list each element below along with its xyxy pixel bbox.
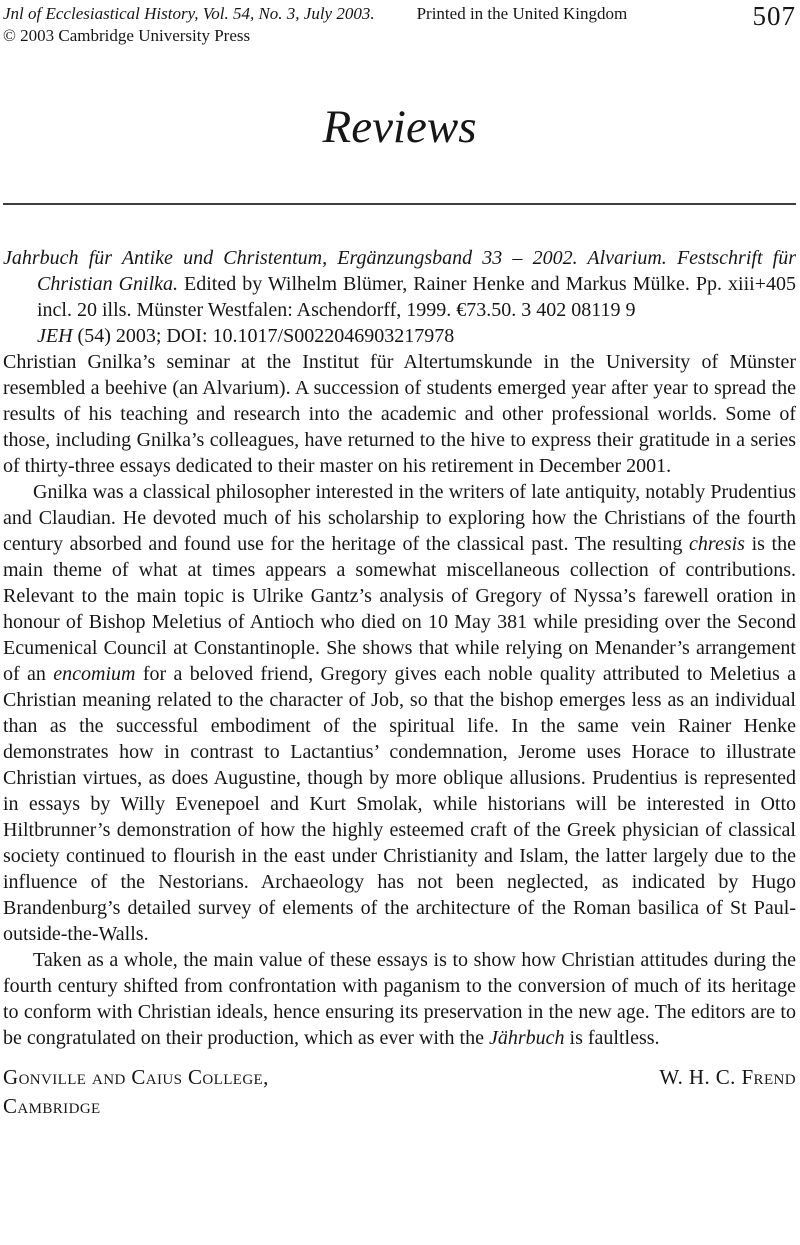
paragraph-3-text-b: is faultless. (564, 1027, 660, 1049)
running-head-left (3, 3, 627, 47)
journal-abbrev: JEH (37, 325, 73, 347)
paragraph-2-text-b: is the main theme of what at times appears a somewhat miscellaneous collection of contributions. Relevant to the main topic is Ulrike Gantz’s analysis of Gregory of Nyssa’s farewell oration in honour of Bishop Meletius of Antioch who died on 10 May 381 while presiding over the Second Ecumenical Council at Constantinople. She shows that while relying on Menander’s arrangement of an (3, 533, 796, 685)
review-paragraph-3 (3, 947, 796, 1051)
section-title: Reviews (322, 101, 477, 153)
signoff-row (3, 1063, 796, 1092)
printed-in-note: Printed in the United Kingdom (416, 4, 628, 23)
institution-name: Gonville and Caius College, (3, 1065, 269, 1089)
review-paragraph-1: Christian Gnilka’s seminar at the Institut für Altertumskunde in the University of Münster resembled a beehive (an Alvarium). A succession of students emerged year after year to spread the results of his teaching and research into the academic and other professional worlds. Some of those, including Gnilka’s colleagues, have returned to the hive to express their gratitude in a series of thirty-three essays dedicated to their master on his retirement in December 2001. (3, 351, 796, 477)
institution-city: Cambridge (3, 1094, 101, 1118)
citation-book-title: Jahrbuch für Antike und Christentum, Ergänzungsband 33 – 2002. Alvarium. Festschrift für Christian Gnilka. (3, 247, 796, 295)
paragraph-3-text-a: Taken as a whole, the main value of these essays is to show how Christian attitudes during the fourth century shifted from confrontation with paganism to the conversion of much of its heritage to conform with Christian ideals, hence ensuring its preservation in the new age. The editors are to be congratulated on their production, which as ever with the (3, 949, 796, 1049)
review-paragraph-2 (3, 479, 796, 947)
review-citation (3, 245, 796, 323)
copyright-line: © 2003 Cambridge University Press (3, 26, 251, 45)
running-head (3, 3, 796, 47)
page-number: 507 (752, 1, 796, 31)
journal-title-line: Jnl of Ecclesiastical History, Vol. 54, No. 3, July 2003. (3, 4, 375, 23)
citation-details: Edited by Wilhelm Blümer, Rainer Henke and Markus Mülke. Pp. xiii+405 incl. 20 ills. Münster Westfalen: Aschendorff, 1999. €73.50. 3 402 08119 9 (37, 273, 796, 321)
paragraph-2-text-c: for a beloved friend, Gregory gives each noble quality attributed to Meletius a Christian meaning related to the character of Job, so that the bishop emerges less as an individual than as the successful embodiment of the spiritual life. In the same vein Rainer Henke demonstrates how in contrast to Lactantius’ condemnation, Jerome uses Horace to illustrate Christian virtues, as does Augustine, though by more oblique allusions. Prudentius is represented in essays by Willy Evenepoel and Kurt Smolak, while historians will be interested in Otto Hiltbrunner’s demonstration of how the highly esteemed craft of the Greek physician of classical society continued to flourish in the east under Christianity and Islam, the latter largely due to the influence of the Nestorians. Archaeology has not been neglected, as indicated by Hugo Brandenburg’s detailed survey of elements of the architecture of the Roman basilica of St Paul-outside-the-Walls. (3, 663, 796, 945)
term-chresis: chresis (689, 533, 745, 555)
journal-line (3, 3, 627, 25)
reference-line (3, 323, 796, 349)
term-encomium: encomium (53, 663, 136, 685)
reviewer-name: W. H. C. Frend (659, 1065, 796, 1089)
rule-divider (3, 203, 796, 205)
review-article (3, 245, 796, 1121)
reference-doi: (54) 2003; DOI: 10.1017/S0022046903217978 (72, 325, 455, 347)
paragraph-2-text-a: Gnilka was a classical philosopher interested in the writers of late antiquity, notably Prudentius and Claudian. He devoted much of his scholarship to exploring how the Christians of the fourth century absorbed and found use for the heritage of the classical past. The resulting (3, 481, 796, 555)
review-signoff (3, 1063, 796, 1121)
term-jahrbuch: Jährbuch (488, 1027, 565, 1049)
